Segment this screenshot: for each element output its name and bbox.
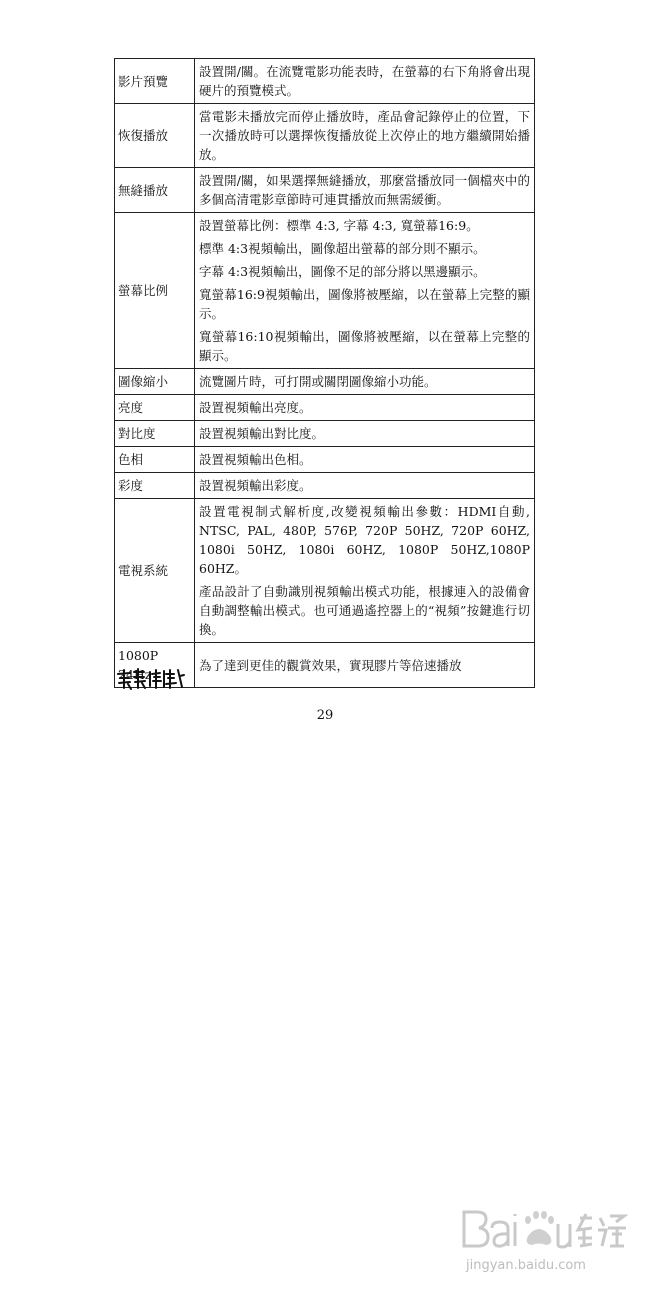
setting-description-cell — [195, 499, 535, 643]
setting-description-cell — [195, 59, 535, 104]
setting-description-cell — [195, 168, 535, 213]
setting-description-cell — [195, 369, 535, 395]
setting-description-cell — [195, 104, 535, 168]
setting-description-cell — [195, 213, 535, 369]
setting-name-cell: 對比度 — [115, 421, 195, 447]
table-row — [115, 473, 535, 499]
description-line: 寬螢幕16:10視頻輸出，圖像將被壓縮，以在螢幕上完整的顯示。 — [199, 329, 530, 363]
table-row — [115, 104, 535, 168]
table-row — [115, 447, 535, 473]
description-line: 流覽圖片時，可打開或關閉圖像縮小功能。 — [199, 374, 437, 389]
setting-name-cell: 1080P 24Hz — [115, 643, 195, 688]
setting-name-cell: 電視系統 — [115, 499, 195, 643]
description-line: 設置視頻輸出彩度。 — [199, 478, 312, 493]
description-line: 當電影未播放完而停止播放時，產品會記錄停止的位置，下一次播放時可以選擇恢復播放從上次停止的地方繼續開始播放。 — [199, 109, 530, 162]
description-line: 設置開/關，如果選擇無縫播放，那麼當播放同一個檔夾中的多個高清電影章節時可連貫播放而無需緩衝。 — [199, 173, 530, 207]
settings-table — [114, 58, 535, 688]
table-row — [115, 213, 535, 369]
description-line: 為了達到更佳的觀賞效果，實現膠片等倍速播放 — [199, 657, 462, 673]
description-line: 設置視頻輸出對比度。 — [199, 426, 325, 441]
setting-description-cell — [195, 473, 535, 499]
setting-name-cell: 無縫播放 — [115, 168, 195, 213]
setting-description-cell — [195, 447, 535, 473]
setting-description-cell — [195, 643, 535, 688]
description-line: 寬螢幕16:9視頻輸出，圖像將被壓縮，以在螢幕上完整的顯示。 — [199, 287, 530, 321]
table-row — [115, 421, 535, 447]
settings-table-body — [115, 59, 535, 688]
description-line: 設置開/關。在流覽電影功能表時，在螢幕的右下角將會出現硬片的預覽模式。 — [199, 64, 530, 98]
setting-description-cell — [195, 395, 535, 421]
description-line: 設置視頻輸出色相。 — [199, 452, 312, 467]
description-line: 設置視頻輸出亮度。 — [199, 400, 312, 415]
setting-name-cell: 影片預覽 — [115, 59, 195, 104]
setting-name-cell: 恢復播放 — [115, 104, 195, 168]
setting-name-cell: 亮度 — [115, 395, 195, 421]
description-line: 設置電視制式解析度,改變視頻輸出參數：HDMI自動, NTSC, PAL, 480P, 576P, 720P 50HZ, 720P 60HZ, 1080i 50HZ, 1080i 60HZ, 1080P 50HZ,1080P 60HZ。 — [199, 504, 530, 576]
baidu-logo-icon — [458, 1200, 628, 1260]
setting-name-cell: 色相 — [115, 447, 195, 473]
handwritten-note — [116, 666, 186, 690]
description-line: 產品設計了自動識別視頻輸出模式功能，根據連入的設備會自動調整輸出模式。也可通過遙控器上的“視頻”按鍵進行切換。 — [199, 584, 530, 637]
table-row — [115, 369, 535, 395]
setting-description-cell — [195, 421, 535, 447]
baidu-jingyan-watermark — [458, 1200, 628, 1280]
table-row — [115, 168, 535, 213]
watermark-url: jingyan.baidu.com — [466, 1258, 586, 1273]
setting-name-cell: 彩度 — [115, 473, 195, 499]
table-row — [115, 59, 535, 104]
setting-name-cell: 圖像縮小 — [115, 369, 195, 395]
table-row — [115, 395, 535, 421]
setting-name-cell: 螢幕比例 — [115, 213, 195, 369]
page-number: 29 — [316, 708, 334, 723]
description-line: 設置螢幕比例：標準 4:3, 字幕 4:3, 寬螢幕16:9。 — [199, 218, 479, 233]
table-row — [115, 499, 535, 643]
description-line: 字幕 4:3視頻輸出，圖像不足的部分將以黑邊顯示。 — [199, 264, 486, 279]
description-line: 標準 4:3視頻輸出，圖像超出螢幕的部分則不顯示。 — [199, 241, 486, 256]
